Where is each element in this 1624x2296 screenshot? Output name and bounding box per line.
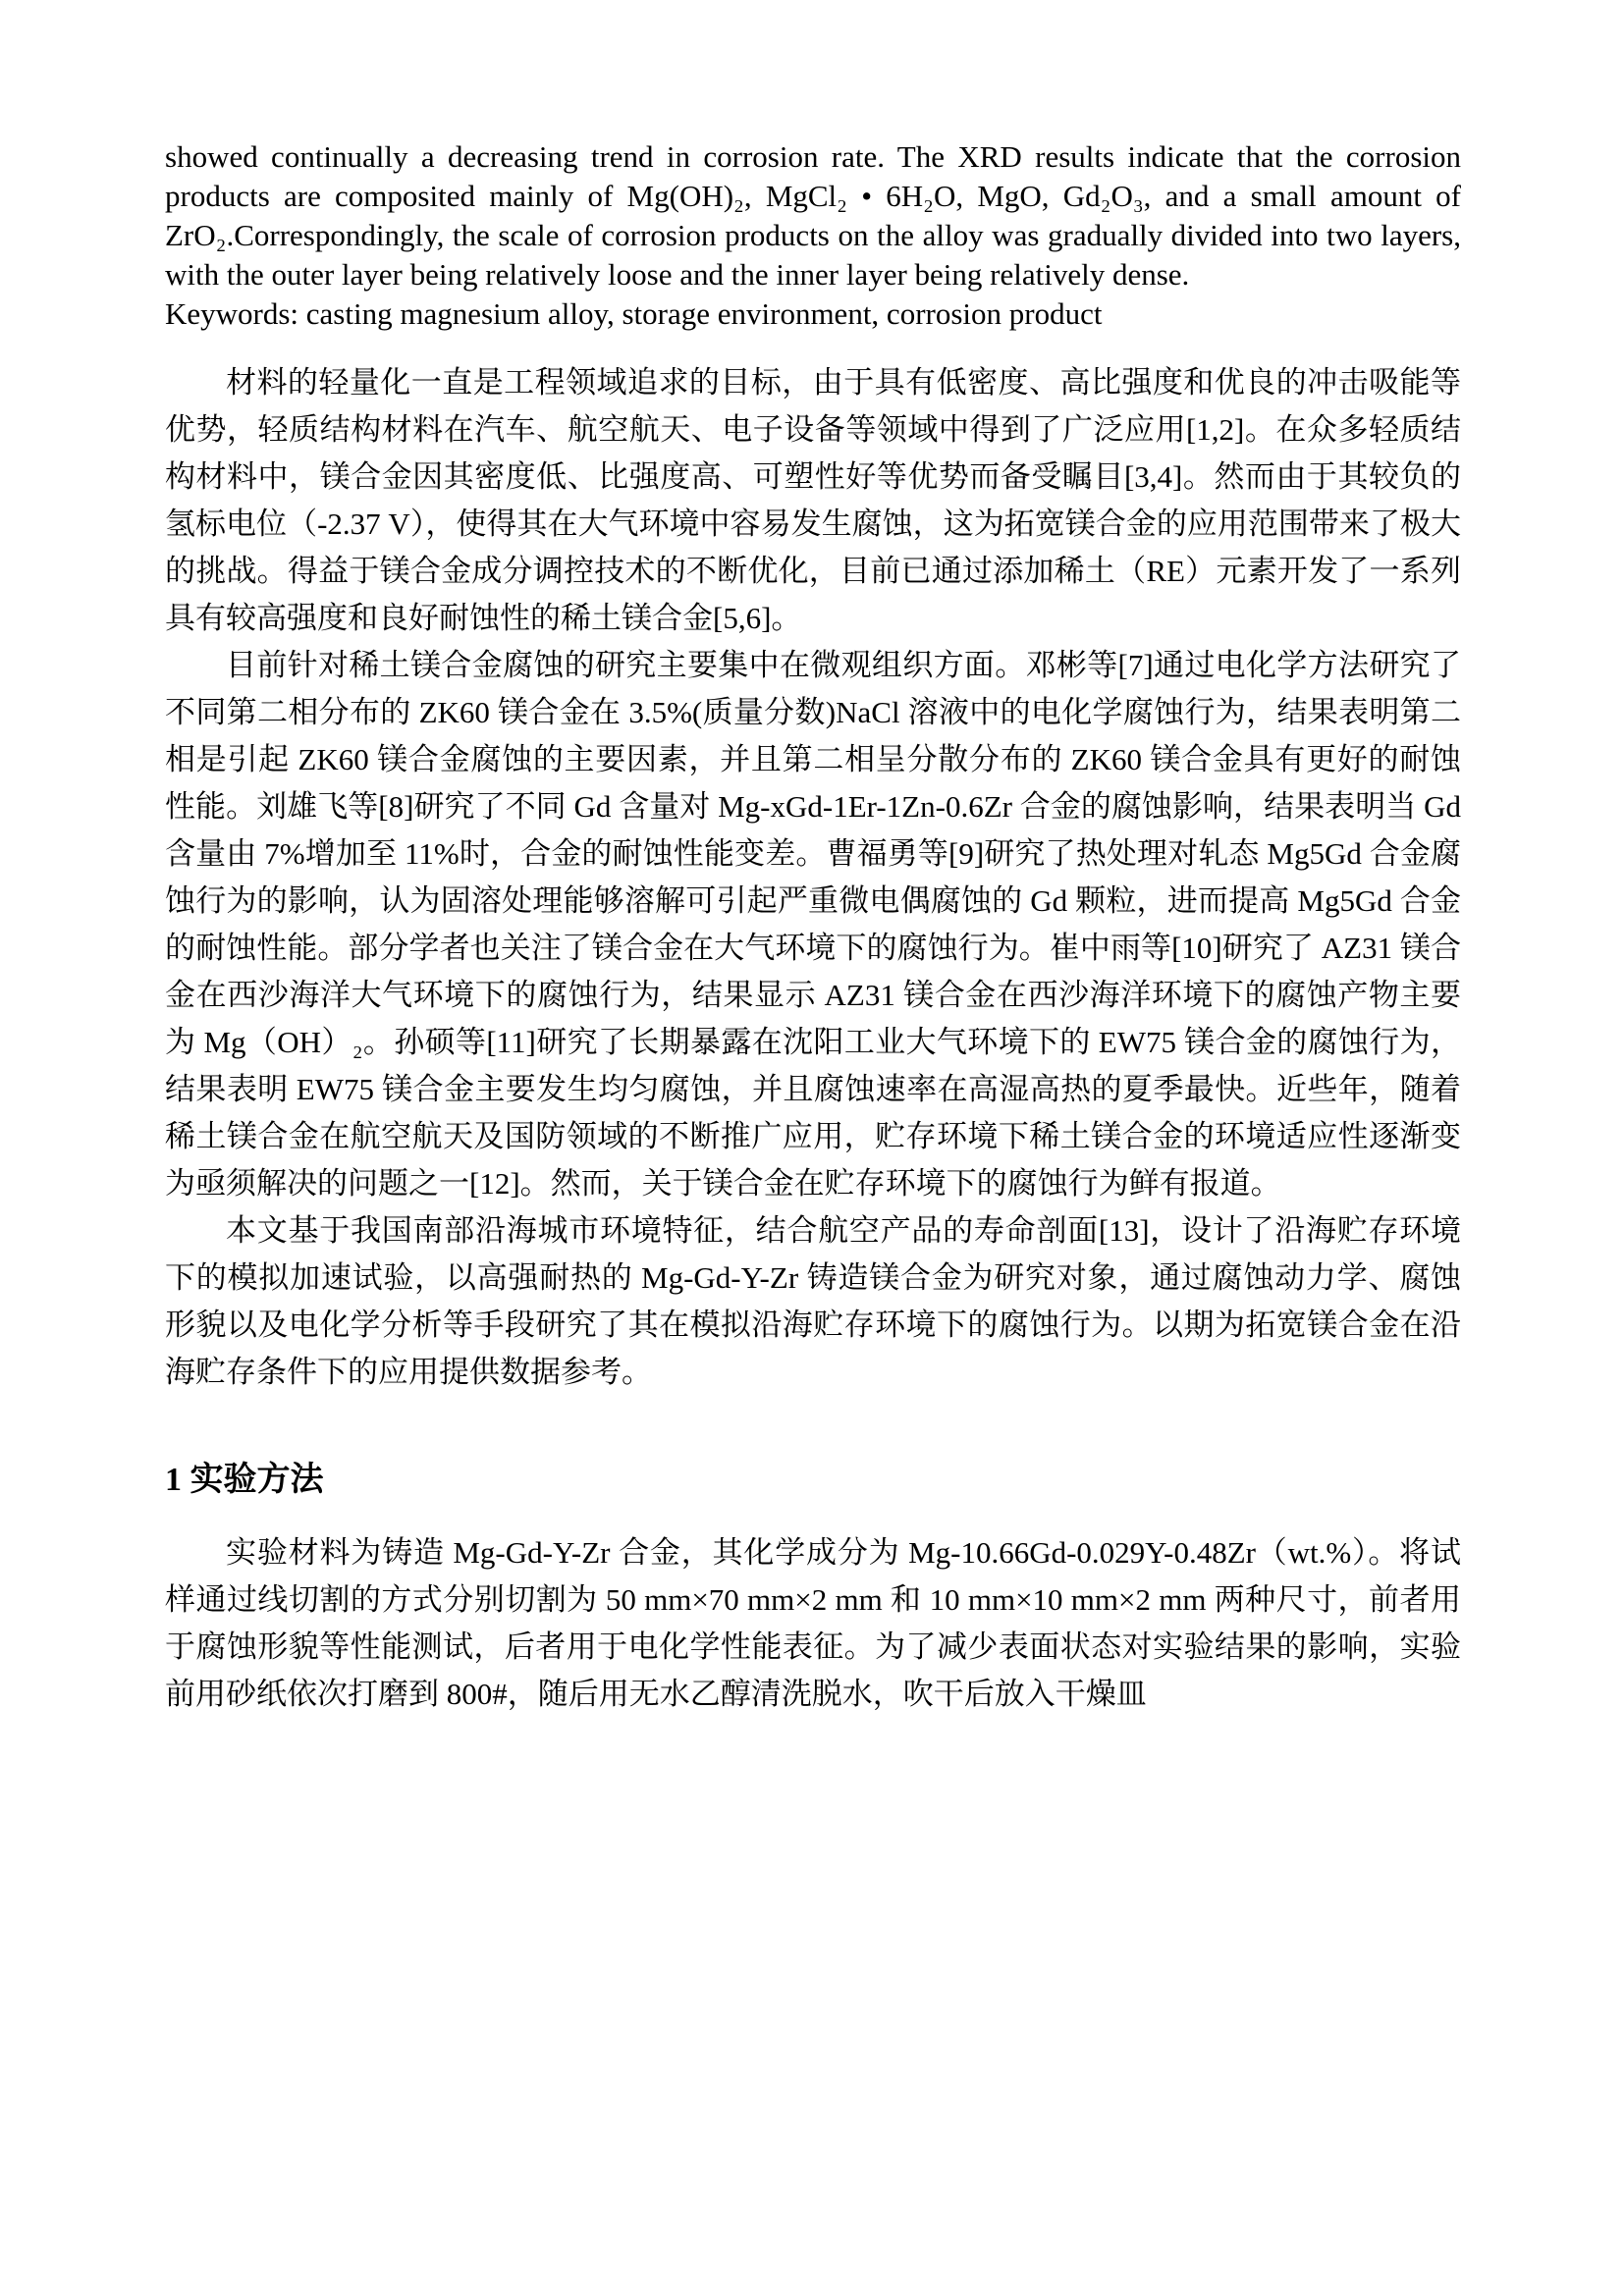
- intro-paragraph-3: 本文基于我国南部沿海城市环境特征，结合航空产品的寿命剖面[13]，设计了沿海贮存环境下的模拟加速试验，以高强耐热的 Mg-Gd-Y-Zr 铸造镁合金为研究对象，通过腐蚀动力学、腐蚀形貌以及电化学分析等手段研究了其在模拟沿海贮存环境下的腐蚀行为。以期为拓宽镁合金在沿海贮存条件下的应用提供数据参考。: [165, 1213, 1461, 1389]
- section-1-paragraph-1: 实验材料为铸造 Mg-Gd-Y-Zr 合金，其化学成分为 Mg-10.66Gd-0.029Y-0.48Zr（wt.%）。将试样通过线切割的方式分别切割为 50 mm×70 mm×2 mm 和 10 mm×10 mm×2 mm 两种尺寸，前者用于腐蚀形貌等性能测试，后者用于电化学性能表征。为了减少表面状态对实验结果的影响，实验前用砂纸依次打磨到 800#，随后用无水乙醇清洗脱水，吹干后放入干燥皿: [165, 1535, 1461, 1711]
- intro-paragraph-1: 材料的轻量化一直是工程领域追求的目标，由于具有低密度、高比强度和优良的冲击吸能等优势，轻质结构材料在汽车、航空航天、电子设备等领域中得到了广泛应用[1,2]。在众多轻质结构材料中，镁合金因其密度低、比强度高、可塑性好等优势而备受瞩目[3,4]。然而由于其较负的氢标电位（-2.37 V），使得其在大气环境中容易发生腐蚀，这为拓宽镁合金的应用范围带来了极大的挑战。得益于镁合金成分调控技术的不断优化，目前已通过添加稀土（RE）元素开发了一系列具有较高强度和良好耐蚀性的稀土镁合金[5,6]。: [165, 365, 1461, 635]
- intro-paragraph-2: 目前针对稀土镁合金腐蚀的研究主要集中在微观组织方面。邓彬等[7]通过电化学方法研究了不同第二相分布的 ZK60 镁合金在 3.5%(质量分数)NaCl 溶液中的电化学腐蚀行为，结果表明第二相是引起 ZK60 镁合金腐蚀的主要因素，并且第二相呈分散分布的 ZK60 镁合金具有更好的耐蚀性能。刘雄飞等[8]研究了不同 Gd 含量对 Mg-xGd-1Er-1Zn-0.6Zr 合金的腐蚀影响，结果表明当 Gd 含量由 7%增加至 11%时，合金的耐蚀性能变差。曹福勇等[9]研究了热处理对轧态 Mg5Gd 合金腐蚀行为的影响，认为固溶处理能够溶解可引起严重微电偶腐蚀的 Gd 颗粒，进而提高 Mg5Gd 合金的耐蚀性能。部分学者也关注了镁合金在大气环境下的腐蚀行为。崔中雨等[10]研究了 AZ31 镁合金在西沙海洋大气环境下的腐蚀行为，结果显示 AZ31 镁合金在西沙海洋环境下的腐蚀产物主要为 Mg（OH）₂。孙硕等[11]研究了长期暴露在沈阳工业大气环境下的 EW75 镁合金的腐蚀行为，结果表明 EW75 镁合金主要发生均匀腐蚀，并且腐蚀速率在高湿高热的夏季最快。近些年，随着稀土镁合金在航空航天及国防领域的不断推广应用，贮存环境下稀土镁合金的环境适应性逐渐变为亟须解决的问题之一[12]。然而，关于镁合金在贮存环境下的腐蚀行为鲜有报道。: [165, 648, 1461, 1201]
- keywords-line: Keywords: casting magnesium alloy, storage environment, corrosion product: [165, 296, 1103, 331]
- section-1-heading: 1 实验方法: [165, 1462, 324, 1498]
- abstract-continuation-paragraph: showed continually a decreasing trend in corrosion rate. The XRD results indicate that the corrosion products are composited mainly of Mg(OH)₂, MgCl₂ • 6H₂O, MgO, Gd₂O₃, and a small amount of ZrO₂.Correspondingly, the scale of corrosion products on the alloy was gradually divided into two layers, with the outer layer being relatively loose and the inner layer being relatively dense.: [165, 139, 1461, 292]
